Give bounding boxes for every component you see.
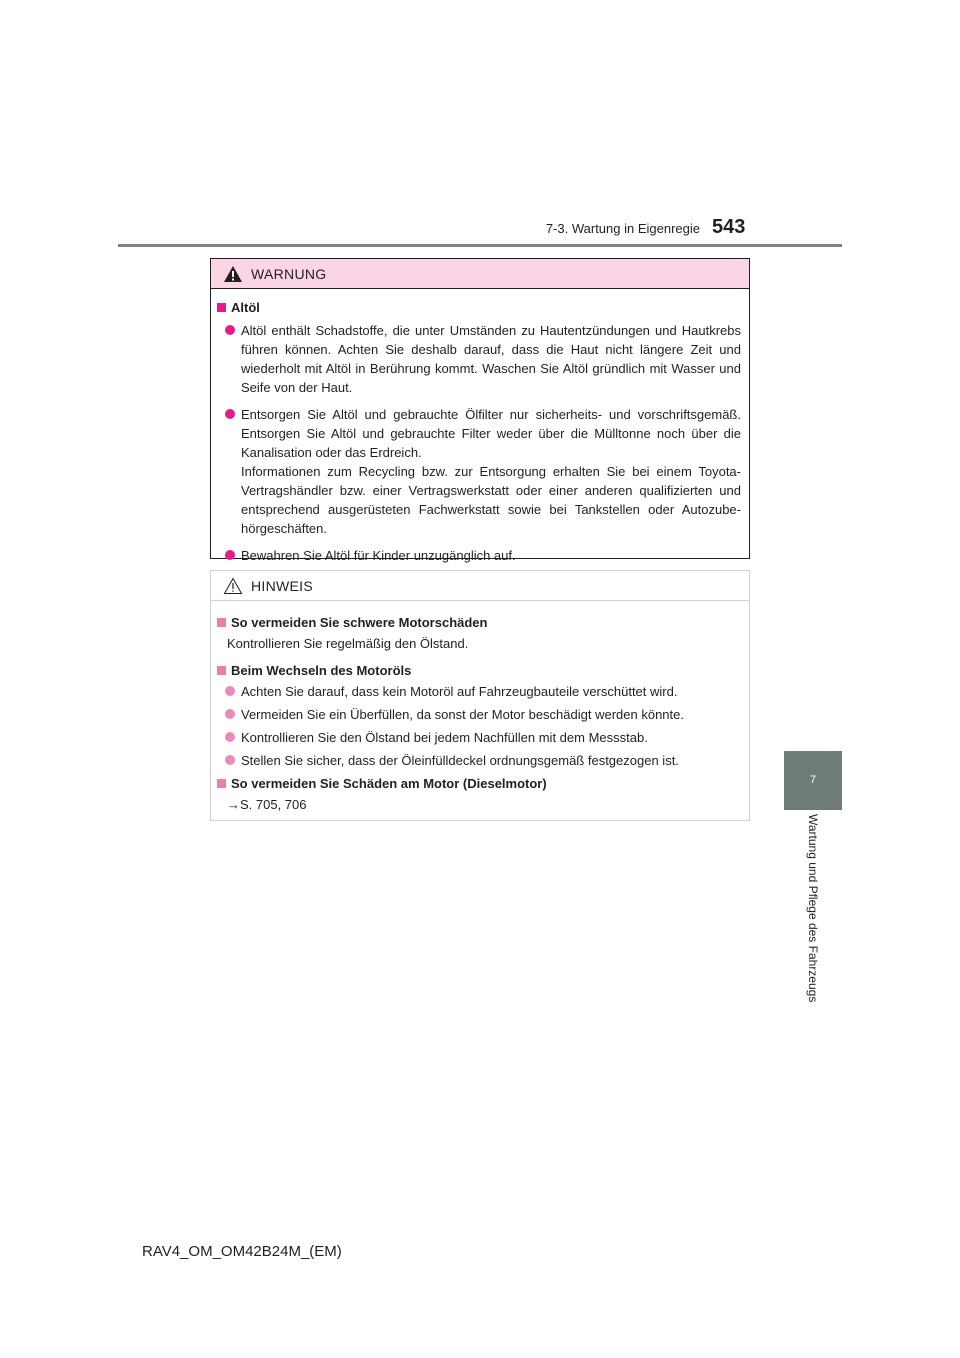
- list-item: [225, 546, 749, 565]
- round-bullet-icon: [225, 709, 235, 719]
- warning-title: WARNUNG: [251, 265, 327, 282]
- note-heading-text: So vermeiden Sie schwere Motorschäden: [231, 615, 488, 630]
- list-item: [225, 751, 749, 770]
- note-heading-text: So vermeiden Sie Schäden am Motor (Dieselmotor): [231, 776, 547, 791]
- list-item-text: Stellen Sie sicher, dass der Öleinfülldeckel ordnungsgemäß festgezogen ist.: [241, 753, 679, 768]
- round-bullet-icon: [225, 409, 235, 419]
- document-code: RAV4_OM_OM42B24M_(EM): [142, 1243, 342, 1260]
- round-bullet-icon: [225, 550, 235, 560]
- round-bullet-icon: [225, 732, 235, 742]
- square-bullet-icon: [217, 618, 226, 627]
- warning-icon: [223, 265, 243, 283]
- list-item: [225, 682, 749, 701]
- list-item: [225, 405, 749, 538]
- list-item: [225, 321, 749, 397]
- list-item: [225, 728, 749, 747]
- note-heading: [217, 774, 749, 793]
- list-item-text: Bewahren Sie Altöl für Kinder unzugänglich auf.: [241, 548, 516, 563]
- section-title: 7-3. Wartung in Eigenregie: [545, 221, 700, 236]
- square-bullet-icon: [217, 303, 226, 312]
- warning-box-body: [211, 289, 749, 565]
- chapter-tab: 7: [784, 751, 842, 810]
- chapter-label: [786, 814, 840, 1022]
- round-bullet-icon: [225, 325, 235, 335]
- list-item-text: Vermeiden Sie ein Überfüllen, da sonst der Motor beschädigt werden könnte.: [241, 707, 684, 722]
- chapter-label-text: Wartung und Pflege des Fahrzeugs: [806, 814, 820, 1003]
- square-bullet-icon: [217, 779, 226, 788]
- warning-box-header: [211, 259, 749, 289]
- list-item-text: Kontrollieren Sie den Ölstand bei jedem Nachfüllen mit dem Messstab.: [241, 730, 648, 745]
- note-text: Kontrollieren Sie regelmäßig den Ölstand.: [227, 636, 469, 651]
- list-item-text-part: Informationen zum Recycling bzw. zur Entsorgung erhalten Sie bei einem Toyota-Vertragshändler bzw. einer Vertragswerkstatt oder einer anderen qualifizierten und entsprechend ausgerüsteten Fachwerkstatt sowie bei Tankstellen oder Autozubehörgeschäften.: [241, 464, 741, 536]
- list-item-text: [241, 405, 741, 538]
- round-bullet-icon: [225, 686, 235, 696]
- list-item-text: Achten Sie darauf, dass kein Motoröl auf Fahrzeugbauteile verschüttet wird.: [241, 684, 678, 699]
- list-item: [225, 705, 749, 724]
- caution-icon: [223, 577, 243, 595]
- note-heading-text: Beim Wechseln des Motoröls: [231, 663, 412, 678]
- round-bullet-icon: [225, 755, 235, 765]
- note-box-header: [211, 571, 749, 601]
- note-box-body: [211, 601, 749, 814]
- list-item-text: Altöl enthält Schadstoffe, die unter Umständen zu Hautentzündungen und Hautkrebs führen können. Achten Sie deshalb darauf, dass die Haut nicht längere Zeit und wiederholt mit Altöl in Berührung kommt. Waschen Sie Altöl gründlich mit Wasser und Seife von der Haut.: [241, 323, 741, 395]
- square-bullet-icon: [217, 666, 226, 675]
- warning-heading-text: Altöl: [231, 300, 260, 315]
- warning-heading: [217, 298, 749, 317]
- page-number: 543: [712, 216, 746, 238]
- list-item-text-part: Entsorgen Sie Altöl und gebrauchte Ölfilter nur sicherheits- und vorschriftsgemäß. Entsorgen Sie Altöl und gebrauchte Filter weder über die Mülltonne noch über die Kanalisation oder das Erdreich.: [241, 407, 741, 460]
- note-heading: [217, 661, 749, 680]
- header-rule: [118, 244, 842, 247]
- note-box: [210, 570, 750, 821]
- page-reference: →S. 705, 706: [227, 797, 307, 812]
- warning-box: [210, 258, 750, 563]
- note-heading: [217, 613, 749, 632]
- note-title: HINWEIS: [251, 577, 313, 594]
